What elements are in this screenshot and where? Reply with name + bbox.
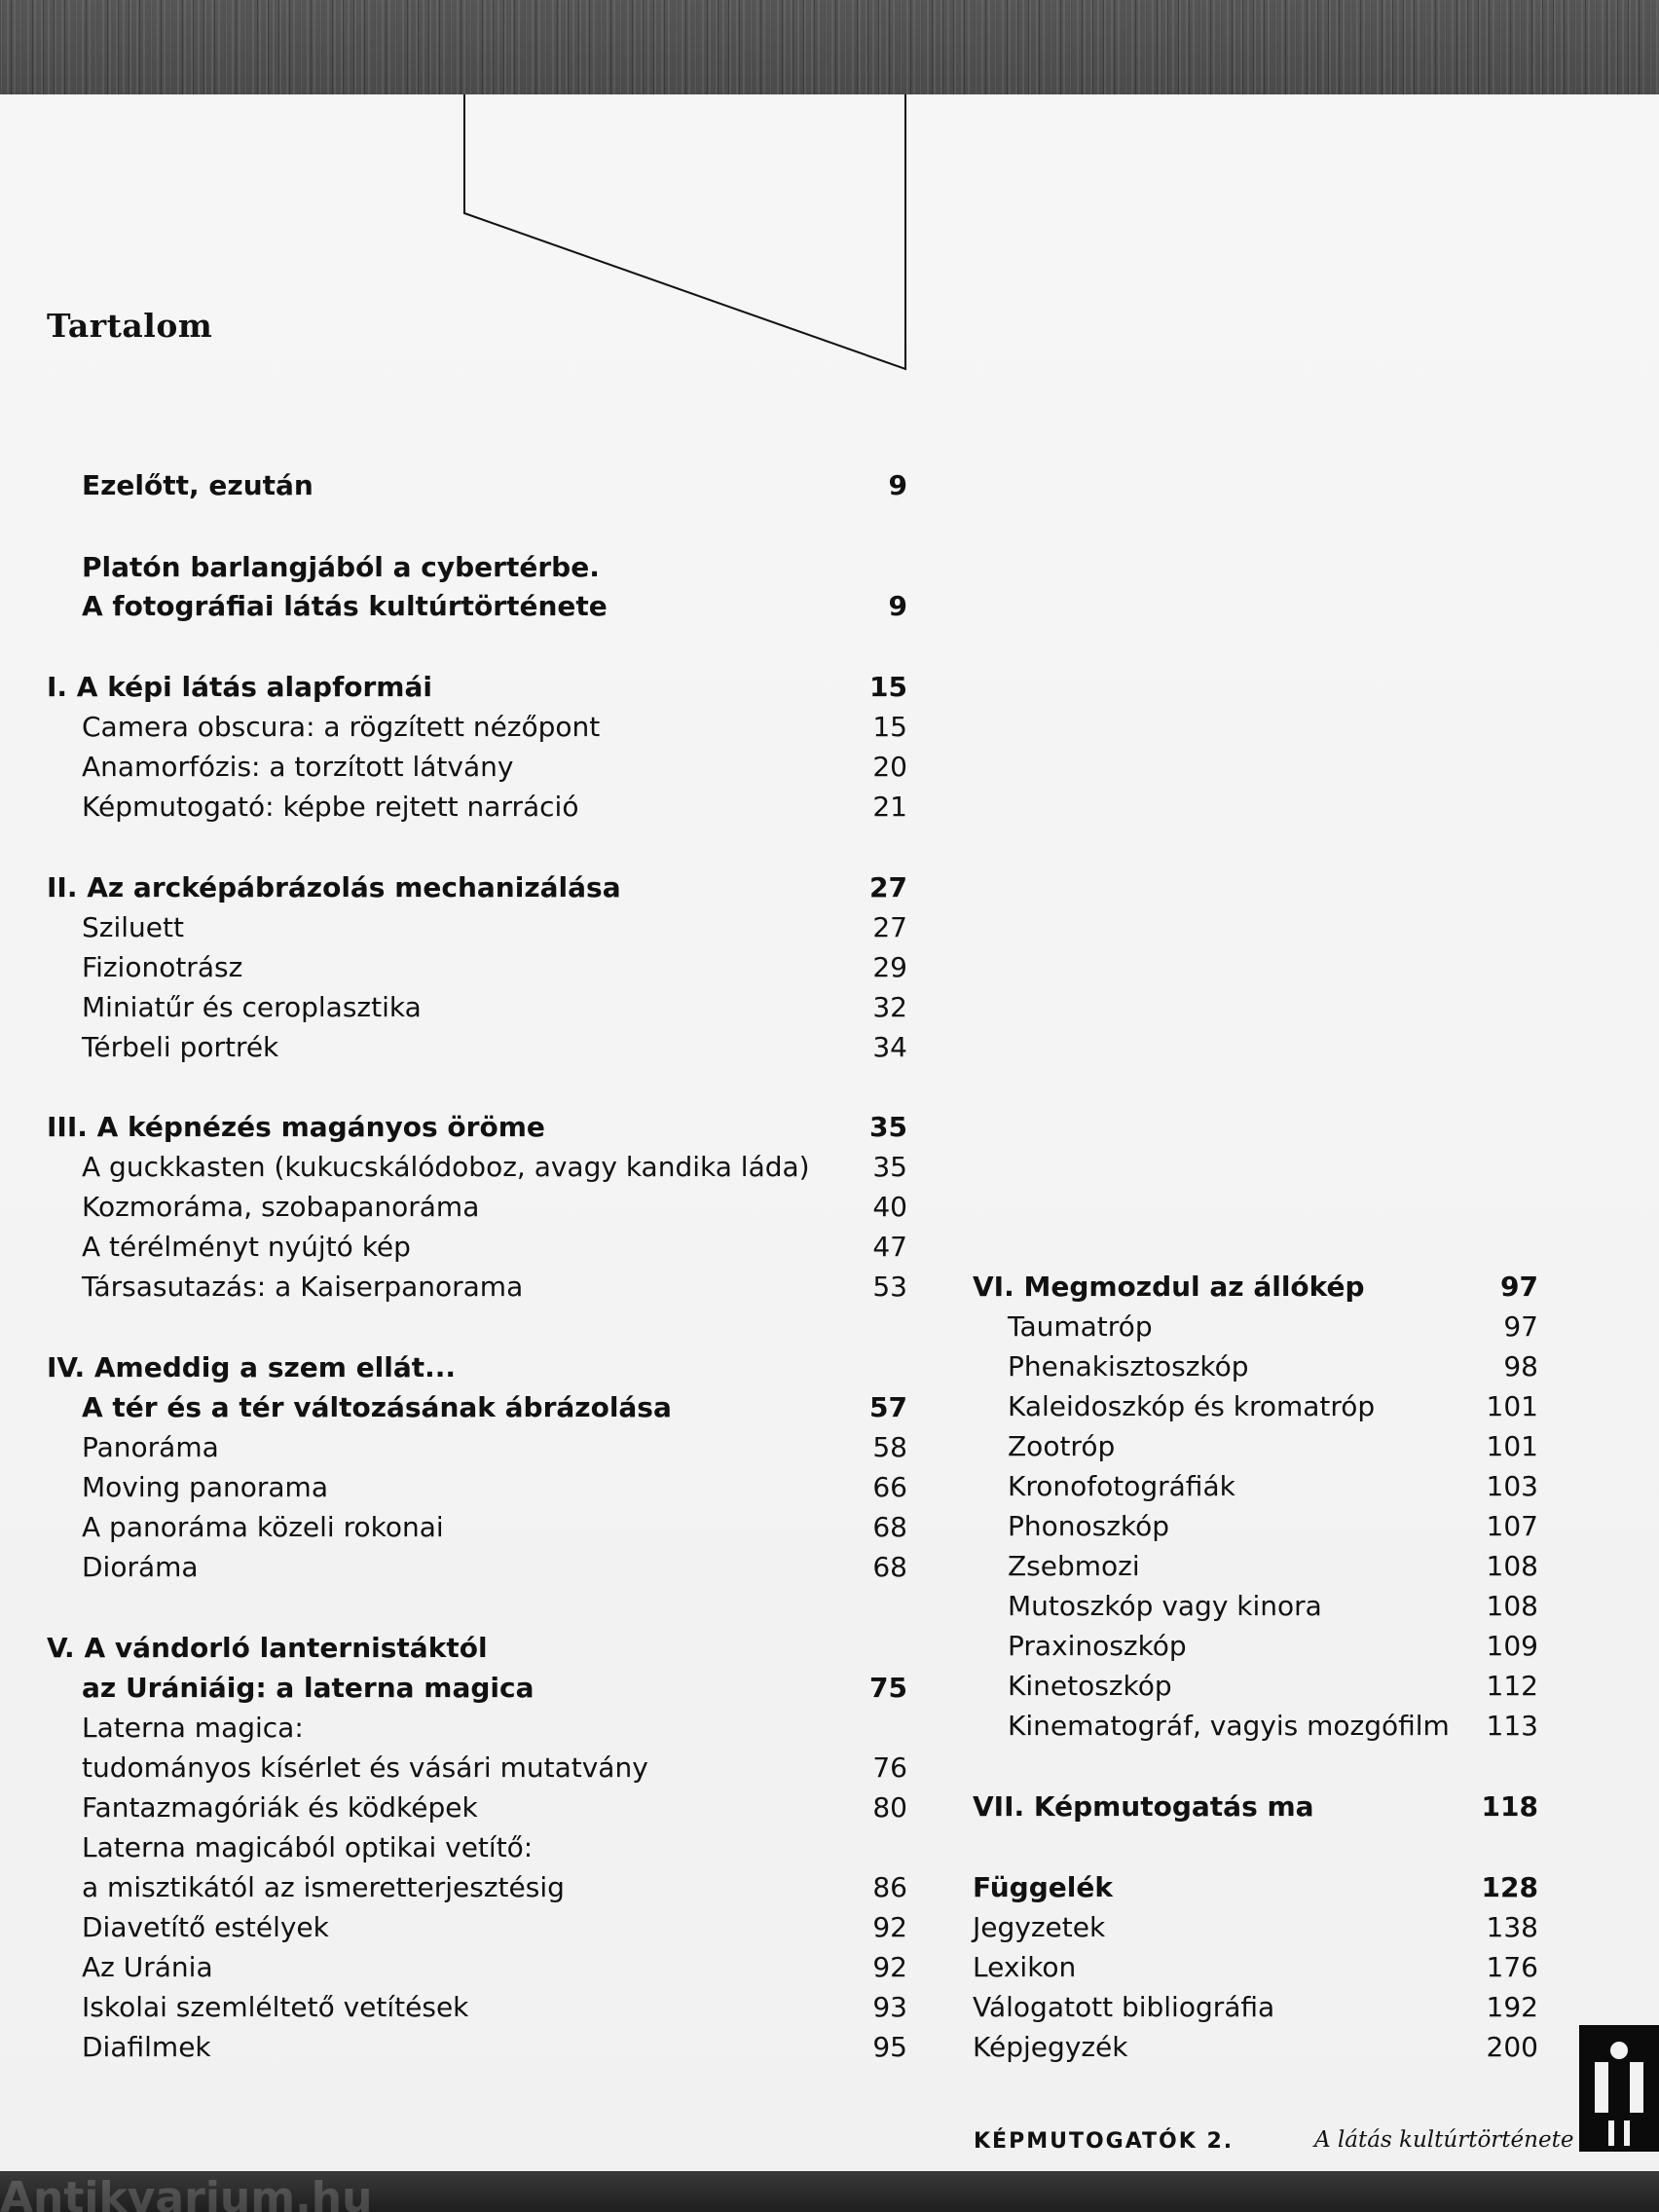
toc-right-entry-title: Válogatott bibliográfia xyxy=(973,1991,1275,2023)
top-background-band xyxy=(0,0,1659,97)
toc-left-entry-title: A fotográfiai látás kultúrtörténete xyxy=(82,590,608,622)
toc-right-entry xyxy=(1008,1510,1538,1543)
toc-left-entry-title: V. A vándorló lanternistáktól xyxy=(47,1632,488,1664)
toc-left-entry-title: Képmutogató: képbe rejtett narráció xyxy=(82,791,579,823)
toc-right-entry-title: Zootróp xyxy=(1008,1430,1116,1462)
toc-left-entry xyxy=(82,1831,907,1864)
toc-left-entry-page: 27 xyxy=(872,911,907,943)
toc-left-entry xyxy=(82,1151,907,1184)
toc-left-entry xyxy=(82,911,907,944)
toc-right-entry-page: 138 xyxy=(1486,1911,1538,1943)
toc-left-entry-title: A térélményt nyújtó kép xyxy=(82,1231,411,1263)
toc-left-entry xyxy=(82,1871,907,1904)
toc-right-entry-title: Függelék xyxy=(973,1871,1113,1903)
toc-left-entry-page: 92 xyxy=(872,1911,907,1943)
toc-left-entry-title: Dioráma xyxy=(82,1551,199,1583)
toc-left-entry xyxy=(82,590,907,623)
toc-right-entry-title: Praxinoszkóp xyxy=(1008,1630,1187,1662)
toc-right-entry-page: 101 xyxy=(1486,1390,1538,1422)
showman-figure-icon xyxy=(1579,2025,1659,2152)
toc-left-entry-page: 29 xyxy=(872,951,907,983)
toc-left-entry xyxy=(82,711,907,744)
toc-right-entry-title: Phonoszkóp xyxy=(1008,1510,1170,1542)
toc-left-entry-title: tudományos kísérlet és vásári mutatvány xyxy=(82,1751,648,1784)
toc-left-entry-page: 53 xyxy=(872,1271,907,1303)
footer-series-title: KÉPMUTOGATÓK 2. xyxy=(974,2129,1235,2154)
toc-left-entry xyxy=(82,1712,907,1745)
toc-left-entry xyxy=(82,1271,907,1304)
toc-right-entry xyxy=(973,2031,1538,2064)
toc-left-entry-page: 86 xyxy=(872,1871,907,1903)
toc-left-entry-title: az Urániáig: a laterna magica xyxy=(82,1672,535,1704)
toc-left-entry xyxy=(82,1911,907,1944)
toc-left-entry xyxy=(82,1431,907,1464)
toc-left-entry xyxy=(82,1031,907,1064)
toc-right-entry xyxy=(1008,1670,1538,1703)
toc-left-entry-page: 32 xyxy=(872,991,907,1023)
toc-right-entry xyxy=(973,1911,1538,1944)
toc-right-entry-title: Jegyzetek xyxy=(973,1911,1106,1943)
toc-right-entry xyxy=(1008,1470,1538,1503)
toc-right-entry-page: 101 xyxy=(1486,1430,1538,1462)
toc-left-entry xyxy=(47,1632,907,1665)
toc-left-entry-title: a misztikától az ismeretterjesztésig xyxy=(82,1871,565,1903)
toc-right-entry-title: Kaleidoszkóp és kromatróp xyxy=(1008,1390,1376,1422)
toc-right-entry-page: 112 xyxy=(1486,1670,1538,1702)
toc-left-entry-page: 68 xyxy=(872,1551,907,1583)
toc-left-entry-page: 92 xyxy=(872,1951,907,1983)
toc-left-entry-title: III. A képnézés magányos öröme xyxy=(47,1111,545,1143)
toc-right-entry xyxy=(1008,1590,1538,1623)
toc-right-entry xyxy=(1008,1430,1538,1463)
toc-right-entry xyxy=(1008,1550,1538,1583)
toc-right-entry-page: 200 xyxy=(1486,2031,1538,2063)
toc-right-entry xyxy=(1008,1630,1538,1663)
toc-left-entry-page: 34 xyxy=(872,1031,907,1063)
toc-left-entry-title: Térbeli portrék xyxy=(82,1031,279,1063)
toc-left-entry-title: I. A képi látás alapformái xyxy=(47,671,432,703)
toc-left-entry-page: 35 xyxy=(872,1151,907,1183)
toc-left-entry-page: 21 xyxy=(872,791,907,823)
toc-left-entry xyxy=(82,1471,907,1504)
toc-right-entry xyxy=(973,1271,1538,1304)
toc-right-entry-page: 192 xyxy=(1486,1991,1538,2023)
toc-left-entry-title: IV. Ameddig a szem ellát... xyxy=(47,1351,457,1383)
toc-left-entry-page: 35 xyxy=(869,1111,907,1143)
toc-left-entry-title: Ezelőtt, ezután xyxy=(82,469,313,501)
toc-left-entry xyxy=(82,1951,907,1984)
toc-left-entry xyxy=(82,1511,907,1544)
toc-left-entry-title: Laterna magicából optikai vetítő: xyxy=(82,1831,534,1863)
toc-left-entry-title: A tér és a tér változásának ábrázolása xyxy=(82,1391,672,1423)
toc-right-entry-title: Képjegyzék xyxy=(973,2031,1128,2063)
toc-left-entry-page: 57 xyxy=(869,1391,907,1423)
toc-right-entry-title: Lexikon xyxy=(973,1951,1077,1983)
toc-left-entry xyxy=(82,551,907,584)
toc-left-entry xyxy=(82,1672,907,1705)
toc-left-entry-title: Panoráma xyxy=(82,1431,219,1463)
decorative-frame-lines xyxy=(0,94,1659,484)
toc-left-entry-page: 47 xyxy=(872,1231,907,1263)
toc-left-entry xyxy=(82,751,907,784)
toc-left-entry-page: 9 xyxy=(888,469,907,501)
toc-left-entry xyxy=(82,2031,907,2064)
toc-left-entry-page: 68 xyxy=(872,1511,907,1543)
toc-left-entry-title: Kozmoráma, szobapanoráma xyxy=(82,1191,480,1223)
toc-right-entry-page: 108 xyxy=(1486,1590,1538,1622)
toc-left-entry-page: 27 xyxy=(869,871,907,903)
toc-right-entry-page: 118 xyxy=(1481,1790,1538,1823)
toc-right-entry xyxy=(1008,1310,1538,1344)
toc-right-entry xyxy=(973,1951,1538,1984)
toc-right-entry xyxy=(1008,1710,1538,1743)
toc-right-entry-page: 97 xyxy=(1503,1310,1538,1343)
toc-right-entry-page: 97 xyxy=(1500,1271,1538,1303)
toc-left-entry-title: A guckkasten (kukucskálódoboz, avagy kandika láda) xyxy=(82,1151,810,1183)
watermark: Antikvarium.hu xyxy=(0,2173,373,2212)
toc-left-entry-title: Iskolai szemléltető vetítések xyxy=(82,1991,469,2023)
toc-left-entry-title: Platón barlangjából a cybertérbe. xyxy=(82,551,600,583)
toc-left-entry-page: 9 xyxy=(888,590,907,622)
toc-left-entry xyxy=(47,671,907,704)
toc-right-entry xyxy=(973,1871,1538,1904)
toc-right-entry-title: Phenakisztoszkóp xyxy=(1008,1350,1249,1382)
toc-right-entry-page: 107 xyxy=(1486,1510,1538,1542)
toc-left-entry xyxy=(82,1231,907,1264)
toc-left-entry-title: Sziluett xyxy=(82,911,184,943)
toc-left-entry xyxy=(82,991,907,1024)
toc-left-entry-title: Moving panorama xyxy=(82,1471,328,1503)
toc-heading: Tartalom xyxy=(47,307,213,345)
toc-right-entry-page: 128 xyxy=(1481,1871,1538,1903)
toc-left-entry-page: 93 xyxy=(872,1991,907,2023)
toc-right-entry-page: 108 xyxy=(1486,1550,1538,1582)
toc-left-entry-title: Diavetítő estélyek xyxy=(82,1911,329,1943)
toc-left-entry-title: Diafilmek xyxy=(82,2031,211,2063)
toc-right-entry-page: 109 xyxy=(1486,1630,1538,1662)
toc-right-entry-page: 98 xyxy=(1503,1350,1538,1382)
toc-left-entry-page: 80 xyxy=(872,1791,907,1824)
toc-right-entry-title: Kinematográf, vagyis mozgófilm xyxy=(1008,1710,1450,1742)
toc-left-entry-title: Camera obscura: a rögzített nézőpont xyxy=(82,711,601,743)
toc-left-entry xyxy=(47,1351,907,1384)
toc-left-entry-title: Társasutazás: a Kaiserpanorama xyxy=(82,1271,524,1303)
toc-left-entry-page: 15 xyxy=(869,671,907,703)
toc-left-entry xyxy=(82,1551,907,1584)
toc-left-entry-page: 76 xyxy=(872,1751,907,1784)
figure-thumbnail xyxy=(1579,2025,1659,2152)
toc-right-entry-title: Zsebmozi xyxy=(1008,1550,1140,1582)
toc-right-entry-page: 176 xyxy=(1486,1951,1538,1983)
toc-right-entry-page: 113 xyxy=(1486,1710,1538,1742)
toc-left-entry-title: Fantazmagóriák és ködképek xyxy=(82,1791,478,1824)
toc-left-entry-page: 40 xyxy=(872,1191,907,1223)
toc-left-entry xyxy=(82,469,907,502)
toc-right-entry-page: 103 xyxy=(1486,1470,1538,1502)
toc-left-entry xyxy=(82,1991,907,2024)
toc-left-entry-page: 20 xyxy=(872,751,907,783)
toc-right-entry-title: VI. Megmozdul az állókép xyxy=(973,1271,1365,1303)
toc-left-entry xyxy=(82,1751,907,1785)
toc-right-entry xyxy=(1008,1390,1538,1423)
toc-right-entry xyxy=(1008,1350,1538,1383)
toc-left-entry-title: Az Uránia xyxy=(82,1951,213,1983)
footer-subtitle: A látás kultúrtörténete xyxy=(1314,2127,1574,2153)
toc-right-entry-title: Mutoszkóp vagy kinora xyxy=(1008,1590,1322,1622)
toc-left-entry xyxy=(82,791,907,824)
toc-left-entry xyxy=(47,871,907,904)
toc-left-entry xyxy=(82,951,907,984)
toc-right-entry xyxy=(973,1991,1538,2024)
toc-left-entry-title: Miniatűr és ceroplasztika xyxy=(82,991,422,1023)
toc-right-entry-title: VII. Képmutogatás ma xyxy=(973,1790,1314,1823)
toc-right-entry-title: Taumatróp xyxy=(1008,1310,1153,1343)
toc-left-entry-title: Laterna magica: xyxy=(82,1712,304,1744)
toc-right-entry xyxy=(973,1790,1538,1824)
book-page xyxy=(0,94,1659,2212)
toc-left-entry-title: Fizionotrász xyxy=(82,951,243,983)
toc-left-entry-title: A panoráma közeli rokonai xyxy=(82,1511,444,1543)
toc-left-entry-page: 58 xyxy=(872,1431,907,1463)
toc-left-entry xyxy=(82,1791,907,1825)
toc-right-entry-title: Kronofotográfiák xyxy=(1008,1470,1235,1502)
toc-right-entry-title: Kinetoszkóp xyxy=(1008,1670,1172,1702)
toc-left-entry-page: 95 xyxy=(872,2031,907,2063)
toc-left-entry-title: II. Az arcképábrázolás mechanizálása xyxy=(47,871,621,903)
toc-left-entry-title: Anamorfózis: a torzított látvány xyxy=(82,751,514,783)
toc-left-entry-page: 75 xyxy=(869,1672,907,1704)
toc-left-entry-page: 66 xyxy=(872,1471,907,1503)
toc-left-entry xyxy=(82,1191,907,1224)
toc-left-entry-page: 15 xyxy=(872,711,907,743)
toc-left-entry xyxy=(47,1111,907,1144)
toc-left-entry xyxy=(82,1391,907,1424)
